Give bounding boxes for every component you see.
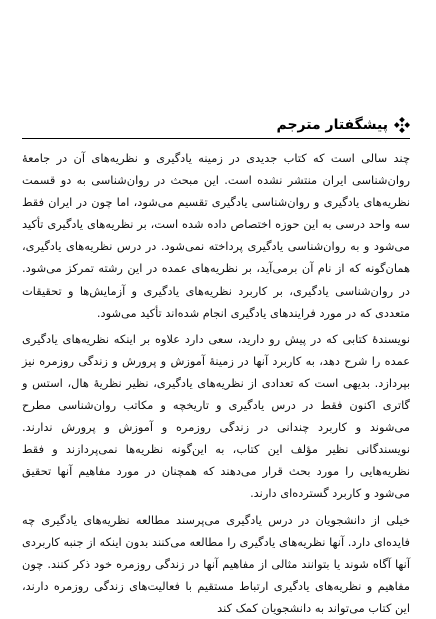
paragraph-1: چند سالی است که کتاب جدیدی در زمینه یادگیری و نظریه‌های آن در جامعهٔ روان‌شناسی ایران منتشر نشده است. این مبحث در روان‌شناسی به دو قسمت نظریه‌های یادگیری و روان‌شناسی یادگیری تقسیم می‌شود، اما چون در ایران فقط سه واحد درسی به این حوزه اختصاص داده شده است، بر نظریه‌های یادگیری تأکید می‌شود و به روان‌شناسی یادگیری پرداخته نمی‌شود. در درس نظریه‌های یادگیری، همان‌گونه که از نام آن برمی‌آید، بر نظریه‌های عمده در این رشته تمرکز می‌شود. در روان‌شناسی یادگیری، بر کاربرد نظریه‌های یادگیری و آزمایش‌ها و تحقیقات متعددی که در مورد فرایندهای یادگیری انجام شده‌اند تأکید می‌شود. bbox=[22, 151, 410, 320]
paragraph-2: نویسندهٔ کتابی که در پیش رو دارید، سعی دارد علاوه بر اینکه نظریه‌های یادگیری عمده را شرح دهد، به کاربرد آنها در زمینهٔ آموزش و پرورش و زندگی روزمره نیز بپردازد. بدیهی است که تعدادی از نظریه‌های یادگیری، نظیر نظریهٔ هال، استس و گاتری اکنون فقط در درس یادگیری و تاریخچه و مکاتب روان‌شناسی مطرح می‌شوند و کاربرد چندانی در زندگی روزمره و آموزش و پرورش ندارند. نویسندگانی نظیر مؤلف این کتاب، به این‌گونه نظریه‌ها نمی‌پردازند و فقط نظریه‌هایی را مورد بحث قرار می‌دهند که همچنان در مورد مفاهیم آنها تحقیق می‌شود و کاربرد گسترده‌ای دارند. bbox=[22, 331, 410, 501]
section-heading bbox=[22, 112, 410, 139]
section-title: پیشگفتار مترجم bbox=[276, 117, 388, 133]
paragraph-3: خیلی از دانشجویان در درس یادگیری می‌پرسند مطالعه نظریه‌های یادگیری چه فایده‌ای دارد. آنها نظریه‌های یادگیری را مطالعه می‌کنند بدون اینکه از جنبه کاربردی آنها آگاه شوند یا بتوانند مثالی از مفاهیم آنها در زندگی روزمره خود ذکر کنند. چون مفاهیم و نظریه‌های یادگیری ارتباط مستقیم با فعالیت‌های زندگی روزمره دارند، این کتاب می‌تواند به دانشجویان کمک کند bbox=[22, 512, 410, 615]
four-diamond-ornament-icon bbox=[394, 117, 410, 133]
body-text bbox=[22, 147, 410, 619]
